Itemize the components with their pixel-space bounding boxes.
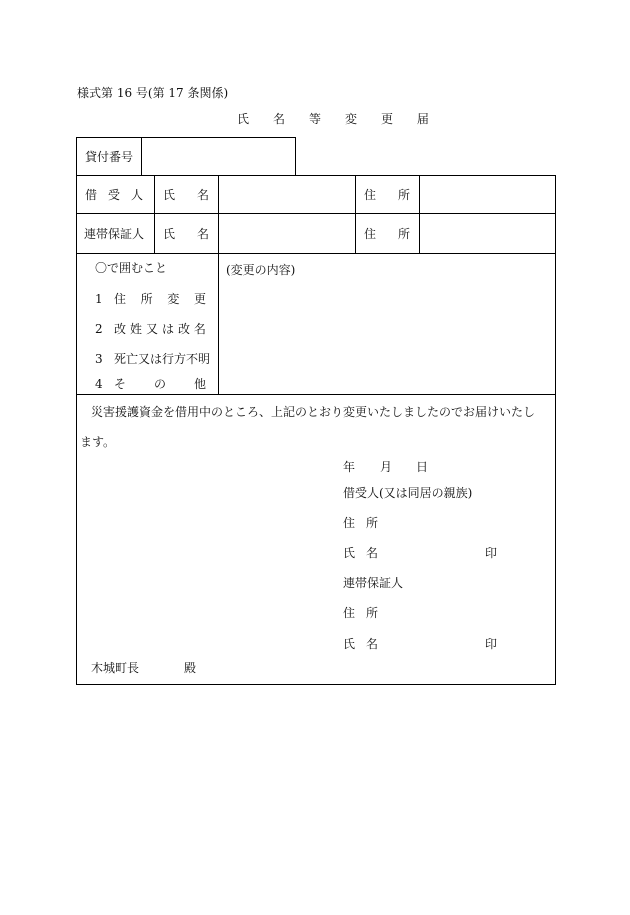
- column-divider: [419, 175, 420, 253]
- borrower-address-label-text: [0, 0, 1, 1]
- option-name-change[interactable]: 改 姓 又 は 改 名: [114, 322, 206, 336]
- option-death-missing[interactable]: 死亡又は行方不明: [114, 352, 211, 366]
- borrower-seal-mark: 印: [485, 546, 498, 560]
- guarantor-signature-header: 連帯保証人: [343, 576, 404, 590]
- row-divider: [76, 213, 556, 214]
- title-char: 等: [308, 112, 321, 126]
- change-instruction: 〇で囲むこと: [95, 261, 168, 275]
- row-divider: [76, 253, 556, 254]
- loan-divider: [141, 137, 142, 175]
- signature-guarantor-address-label: 住 所: [343, 606, 378, 620]
- signature-label-text: [0, 0, 1, 1]
- option-address-change[interactable]: 住 所 変 更: [114, 292, 206, 306]
- column-divider: [355, 175, 356, 253]
- guarantor-role-label: 連帯保証人: [84, 227, 145, 241]
- option-number: 4: [95, 377, 103, 391]
- option-text: [0, 0, 1, 1]
- borrower-name-label: 氏 名: [163, 188, 209, 202]
- declaration-line-1: 災害援護資金を借用中のところ、上記のとおり変更いたしましたのでお届けいたし: [91, 405, 536, 419]
- addressee-honorific: 殿: [184, 661, 197, 675]
- form-title: [237, 112, 429, 126]
- signature-label-text: [0, 0, 1, 1]
- guarantor-name-label-text: [0, 0, 1, 1]
- title-char: 更: [380, 112, 393, 126]
- date-year: 年: [343, 460, 356, 474]
- signature-borrower-name-label: 氏 名: [343, 546, 378, 560]
- date-month: 月: [380, 460, 393, 474]
- addressee-title: 木城町長: [91, 661, 140, 675]
- option-text: [0, 0, 1, 1]
- form-title-text: [0, 0, 1, 1]
- guarantor-seal-mark: 印: [485, 637, 498, 651]
- option-number: 1: [95, 292, 103, 306]
- borrower-role-label: 借 受 人: [85, 188, 143, 202]
- row-divider: [76, 394, 556, 395]
- title-char: 名: [272, 112, 285, 126]
- signature-label-text: [0, 0, 1, 1]
- guarantor-name-label: 氏 名: [163, 227, 209, 241]
- option-number: 3: [95, 352, 103, 366]
- title-char: 変: [344, 112, 357, 126]
- date-day: 日: [416, 460, 429, 474]
- title-char: 氏: [237, 112, 250, 126]
- title-char: 届: [416, 112, 429, 126]
- borrower-name-label-text: [0, 0, 1, 1]
- form-number: 様式第 16 号(第 17 条関係): [77, 86, 229, 100]
- declaration-line-2: ます。: [80, 435, 116, 449]
- signature-borrower-address-label: 住 所: [343, 516, 378, 530]
- column-divider: [218, 175, 219, 394]
- guarantor-address-label-text: [0, 0, 1, 1]
- guarantor-address-label: 住 所: [364, 227, 410, 241]
- option-text: [0, 0, 1, 1]
- borrower-address-label: 住 所: [364, 188, 410, 202]
- change-content-label: (変更の内容): [226, 263, 296, 277]
- option-other[interactable]: そ の 他: [114, 377, 206, 391]
- loan-number-label: 貸付番号: [85, 150, 134, 164]
- signature-label-text: [0, 0, 1, 1]
- borrower-role-text: [0, 0, 1, 1]
- form-table: [76, 175, 556, 685]
- signature-guarantor-name-label: 氏 名: [343, 637, 378, 651]
- column-divider: [154, 175, 155, 253]
- option-number: 2: [95, 322, 103, 336]
- borrower-signature-header: 借受人(又は同居の親族): [343, 486, 473, 500]
